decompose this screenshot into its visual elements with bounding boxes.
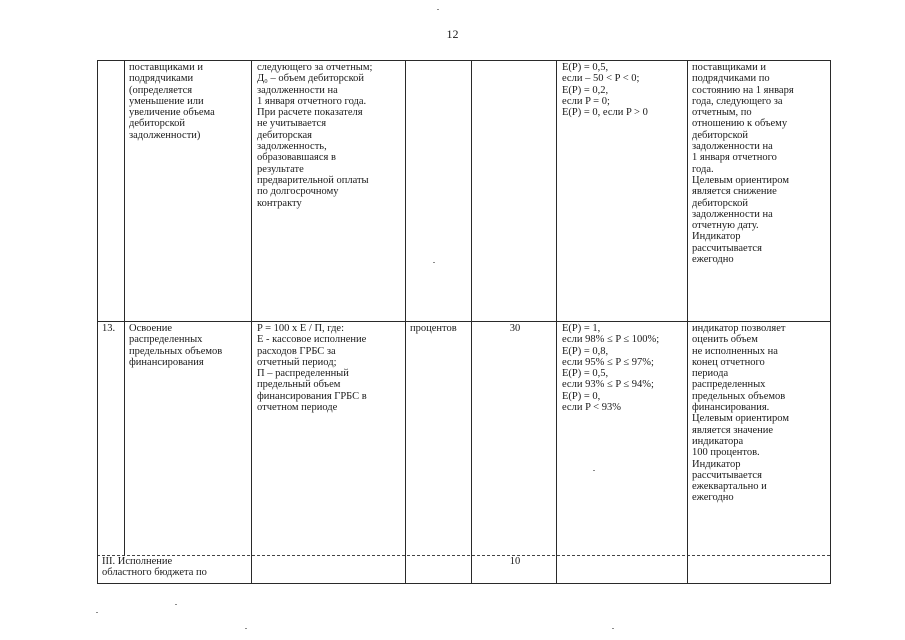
section-title: III. Исполнение областного бюджета по — [102, 556, 207, 579]
scan-speck — [593, 470, 595, 471]
page-number: 12 — [446, 27, 459, 41]
table-cell-unit: процентов — [410, 323, 457, 334]
table-cell-comment: индикатор позволяет оценить объем не исполненных на конец отчетного периода распределенных предельных объемов финансирования. Целевым ориентиром является значение индикатора 100 процентов. Индикатор рассчитывается ежеквартально и ежегодно — [692, 323, 789, 504]
column-border-name — [251, 60, 252, 584]
table-cell-scale: E(P) = 0,5, если – 50 < P < 0; E(P) = 0,2, если P = 0; E(P) = 0, если P > 0 — [562, 62, 648, 119]
column-border-no — [124, 60, 125, 556]
scan-speck — [245, 628, 247, 629]
scan-speck — [612, 628, 614, 629]
table-top-border — [97, 60, 830, 61]
column-border-formula — [405, 60, 406, 584]
scan-speck — [175, 604, 177, 605]
table-cell-formula: следующего за отчетным; Д₀ – объем дебиторской задолженности на 1 января отчетного года. При расчете показателя не учитывается дебиторская задолженность, образовавшаяся в результате предварительной оплаты по долгосрочному контракту — [257, 62, 373, 209]
table-bottom-border — [97, 583, 830, 584]
table-cell-comment: поставщиками и подрядчиками по состоянию на 1 января года, следующего за отчетным, по отношению к объему дебиторской задолженности на 1 января отчетного года. Целевым ориентиром является снижение дебиторской задолженности на отчетную дату. Индикатор рассчитывается ежегодно — [692, 62, 794, 266]
column-border-unit — [471, 60, 472, 584]
table-cell-weight: 30 — [509, 323, 521, 334]
column-border-scale — [687, 60, 688, 584]
scan-speck — [437, 9, 439, 10]
section-weight: 10 — [509, 556, 521, 567]
table-cell-scale: E(P) = 1, если 98% ≤ P ≤ 100%; E(P) = 0,8, если 95% ≤ P ≤ 97%; E(P) = 0,5, если 93% ≤ P ≤ 94%; E(P) = 0, если P < 93% — [562, 323, 660, 414]
column-border-left — [97, 60, 98, 584]
table-cell-no: 13. — [102, 323, 116, 334]
table-cell-indicator-name: поставщиками и подрядчиками (определяется уменьшение или увеличение объема дебиторской задолженности) — [129, 62, 215, 141]
table-cell-indicator-name: Освоение распределенных предельных объемов финансирования — [129, 323, 223, 368]
table-cell-formula: P = 100 x E / П, где: E - кассовое исполнение расходов ГРБС за отчетный период; П – распределенный предельный объем финансирования ГРБС в отчетном периоде — [257, 323, 367, 414]
row-divider — [97, 321, 830, 322]
scan-speck — [433, 262, 435, 263]
scan-speck — [96, 612, 98, 613]
column-border-right — [830, 60, 831, 584]
column-border-weight — [556, 60, 557, 584]
